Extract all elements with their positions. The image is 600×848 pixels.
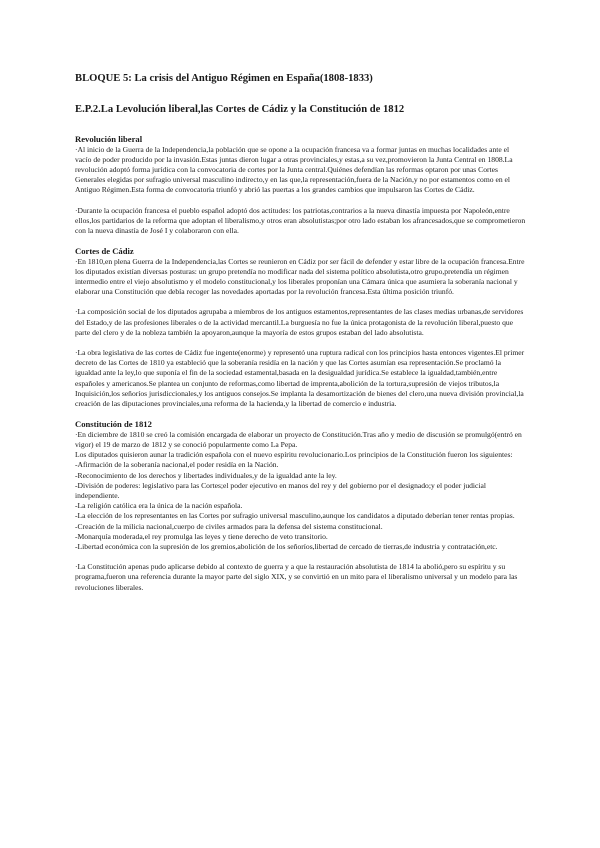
paragraph: ·Al inicio de la Guerra de la Independencia,la población que se opone a la ocupación francesa va a formar juntas en muchas localidades ante el vacío de poder producido por la invasión.Estas juntas dieron lugar a otras provinciales,y estas,a su vez,promovieron la Junta Central en 1808.La revolución adoptó forma jurídica con la convocatoria de cortes por la Junta central.Quiénes defendían las reformas optaron por unas Cortes Generales elegidas por sufragio universal masculino indirecto,y en las que,la representación,fuera de la Nación,y no por estamentos como en el Antiguo Régimen.Esta forma de convocatoria triunfó y abrió las puertas a los grandes cambios que impulsaron las Cortes de Cádiz. [75, 144, 513, 195]
section-title-revolucion: Revolución liberal [75, 134, 143, 144]
list-item: -La religión católica era la única de la nación española. [75, 501, 243, 511]
principles-list [75, 460, 526, 552]
list-item: -División de poderes: legislativo para las Cortes;el poder ejecutivo en manos del rey y del gobierno por el designado;y el poder judicial independiente. [75, 480, 487, 500]
section-title-constitucion: Constitución de 1812 [75, 419, 152, 430]
list-item: -Monarquía moderada,el rey promulga las leyes y tiene derecho de veto transitorio. [75, 531, 328, 541]
paragraph: ·En 1810,en plena Guerra de la Independencia,las Cortes se reunieron en Cádiz por ser fácil de defender y estar libre de la ocupación francesa.Entre los diputados existían diversas posturas: un grupo pretendía no modificar nada del sistema político absolutista,otro grupo,pretendía un régimen intermedio entre el viejo absolutismo y el modelo constitucional,y los liberales proponían una Cámara única que asumiera la soberanía nacional y elaborar una Constitución que debía recoger las novedades aportadas por la revolución francesa.Esta última posición triunfó. [75, 256, 525, 297]
paragraph: ·Durante la ocupación francesa el pueblo español adoptó dos actitudes: los patriotas,contrarios a la nueva dinastía impuesta por Napoleón,entre ellos,los partidarios de la reforma que adoptan el liberalismo,y otros eran absolutistas;por otro lado estaban los afrancesados,que se comprometieron con la nueva dinastía de José I y colaboraron con ella. [75, 205, 526, 235]
paragraph: ·La composición social de los diputados agrupaba a miembros de los antiguos estamentos,representantes de las clases medias urbanas,de servidores del Estado,y de las profesiones liberales o de la actividad mercantil.La burguesía no fue la única protagonista de la revolución liberal,puesto que parte del clero y de la nobleza también la apoyaron,aunque la mayoría de estos grupos estaban del lado absolutista. [75, 307, 524, 337]
list-item: -La elección de los representantes en las Cortes por sufragio universal masculino,aunque los candidatos a diputado deberían tener rentas propias. [75, 511, 515, 521]
ep-title: E.P.2.La Levolución liberal,las Cortes de Cádiz y la Constitución de 1812 [75, 104, 405, 115]
paragraph: ·En diciembre de 1810 se creó la comisión encargada de elaborar un proyecto de Constitución.Tras año y medio de discusión se promulgó(entró en vigor) el 19 de marzo de 1812 y se conoció popularmente como La Pepa. [75, 429, 522, 449]
list-item: -Afirmación de la soberanía nacional,el poder residía en la Nación. [75, 460, 279, 470]
paragraph: ·La Constitución apenas pudo aplicarse debido al contexto de guerra y a que la restauración absolutista de 1814 la abolió,pero su espíritu y su programa,fueron una referencia durante la mayor parte del siglo XIX, y se convirtió en un mito para el liberalismo universal y un modelo para las revoluciones liberales. [75, 562, 518, 592]
paragraph: Los diputados quisieron aunar la tradición española con el nuevo espíritu revolucionario.Los principios de la Constitución fueron los siguientes: [75, 450, 513, 460]
list-item: -Reconocimiento de los derechos y libertades individuales,y de la igualdad ante la ley. [75, 470, 337, 480]
list-item: -Creación de la milicia nacional,cuerpo de civiles armados para la defensa del sistema constitucional. [75, 521, 383, 531]
section-title-cortes: Cortes de Cádiz [75, 246, 134, 257]
block-title: BLOQUE 5: La crisis del Antiguo Régimen en España(1808-1833) [75, 73, 373, 84]
list-item: -Libertad económica con la supresión de los gremios,abolición de los señoríos,libertad de cercado de tierras,de industria y contratación,etc. [75, 542, 498, 551]
paragraph: ·La obra legislativa de las cortes de Cádiz fue ingente(enorme) y representó una ruptura radical con los principios hasta entonces vigentes.El primer decreto de las Cortes de 1810 ya estableció que la soberanía residía en la nación y que las Cortes asumían esa representación.Se proclamó la igualdad ante la ley,lo que suponía el fin de la sociedad estamental,basada en la desigualdad jurídica.Se establece la igualdad,también,entre españoles y americanos.Se plantea un conjunto de reformas,como libertad de imprenta,abolición de la tortura,supresión de viejos tributos,la Inquisición,los señoríos jurisdiccionales,y los antiguos consejos.Se implanta la desamortización de bienes del clero,una nueva división provincial,la creación de las diputaciones provinciales,una reforma de la hacienda,y la libertad de comercio e industria. [75, 348, 525, 409]
